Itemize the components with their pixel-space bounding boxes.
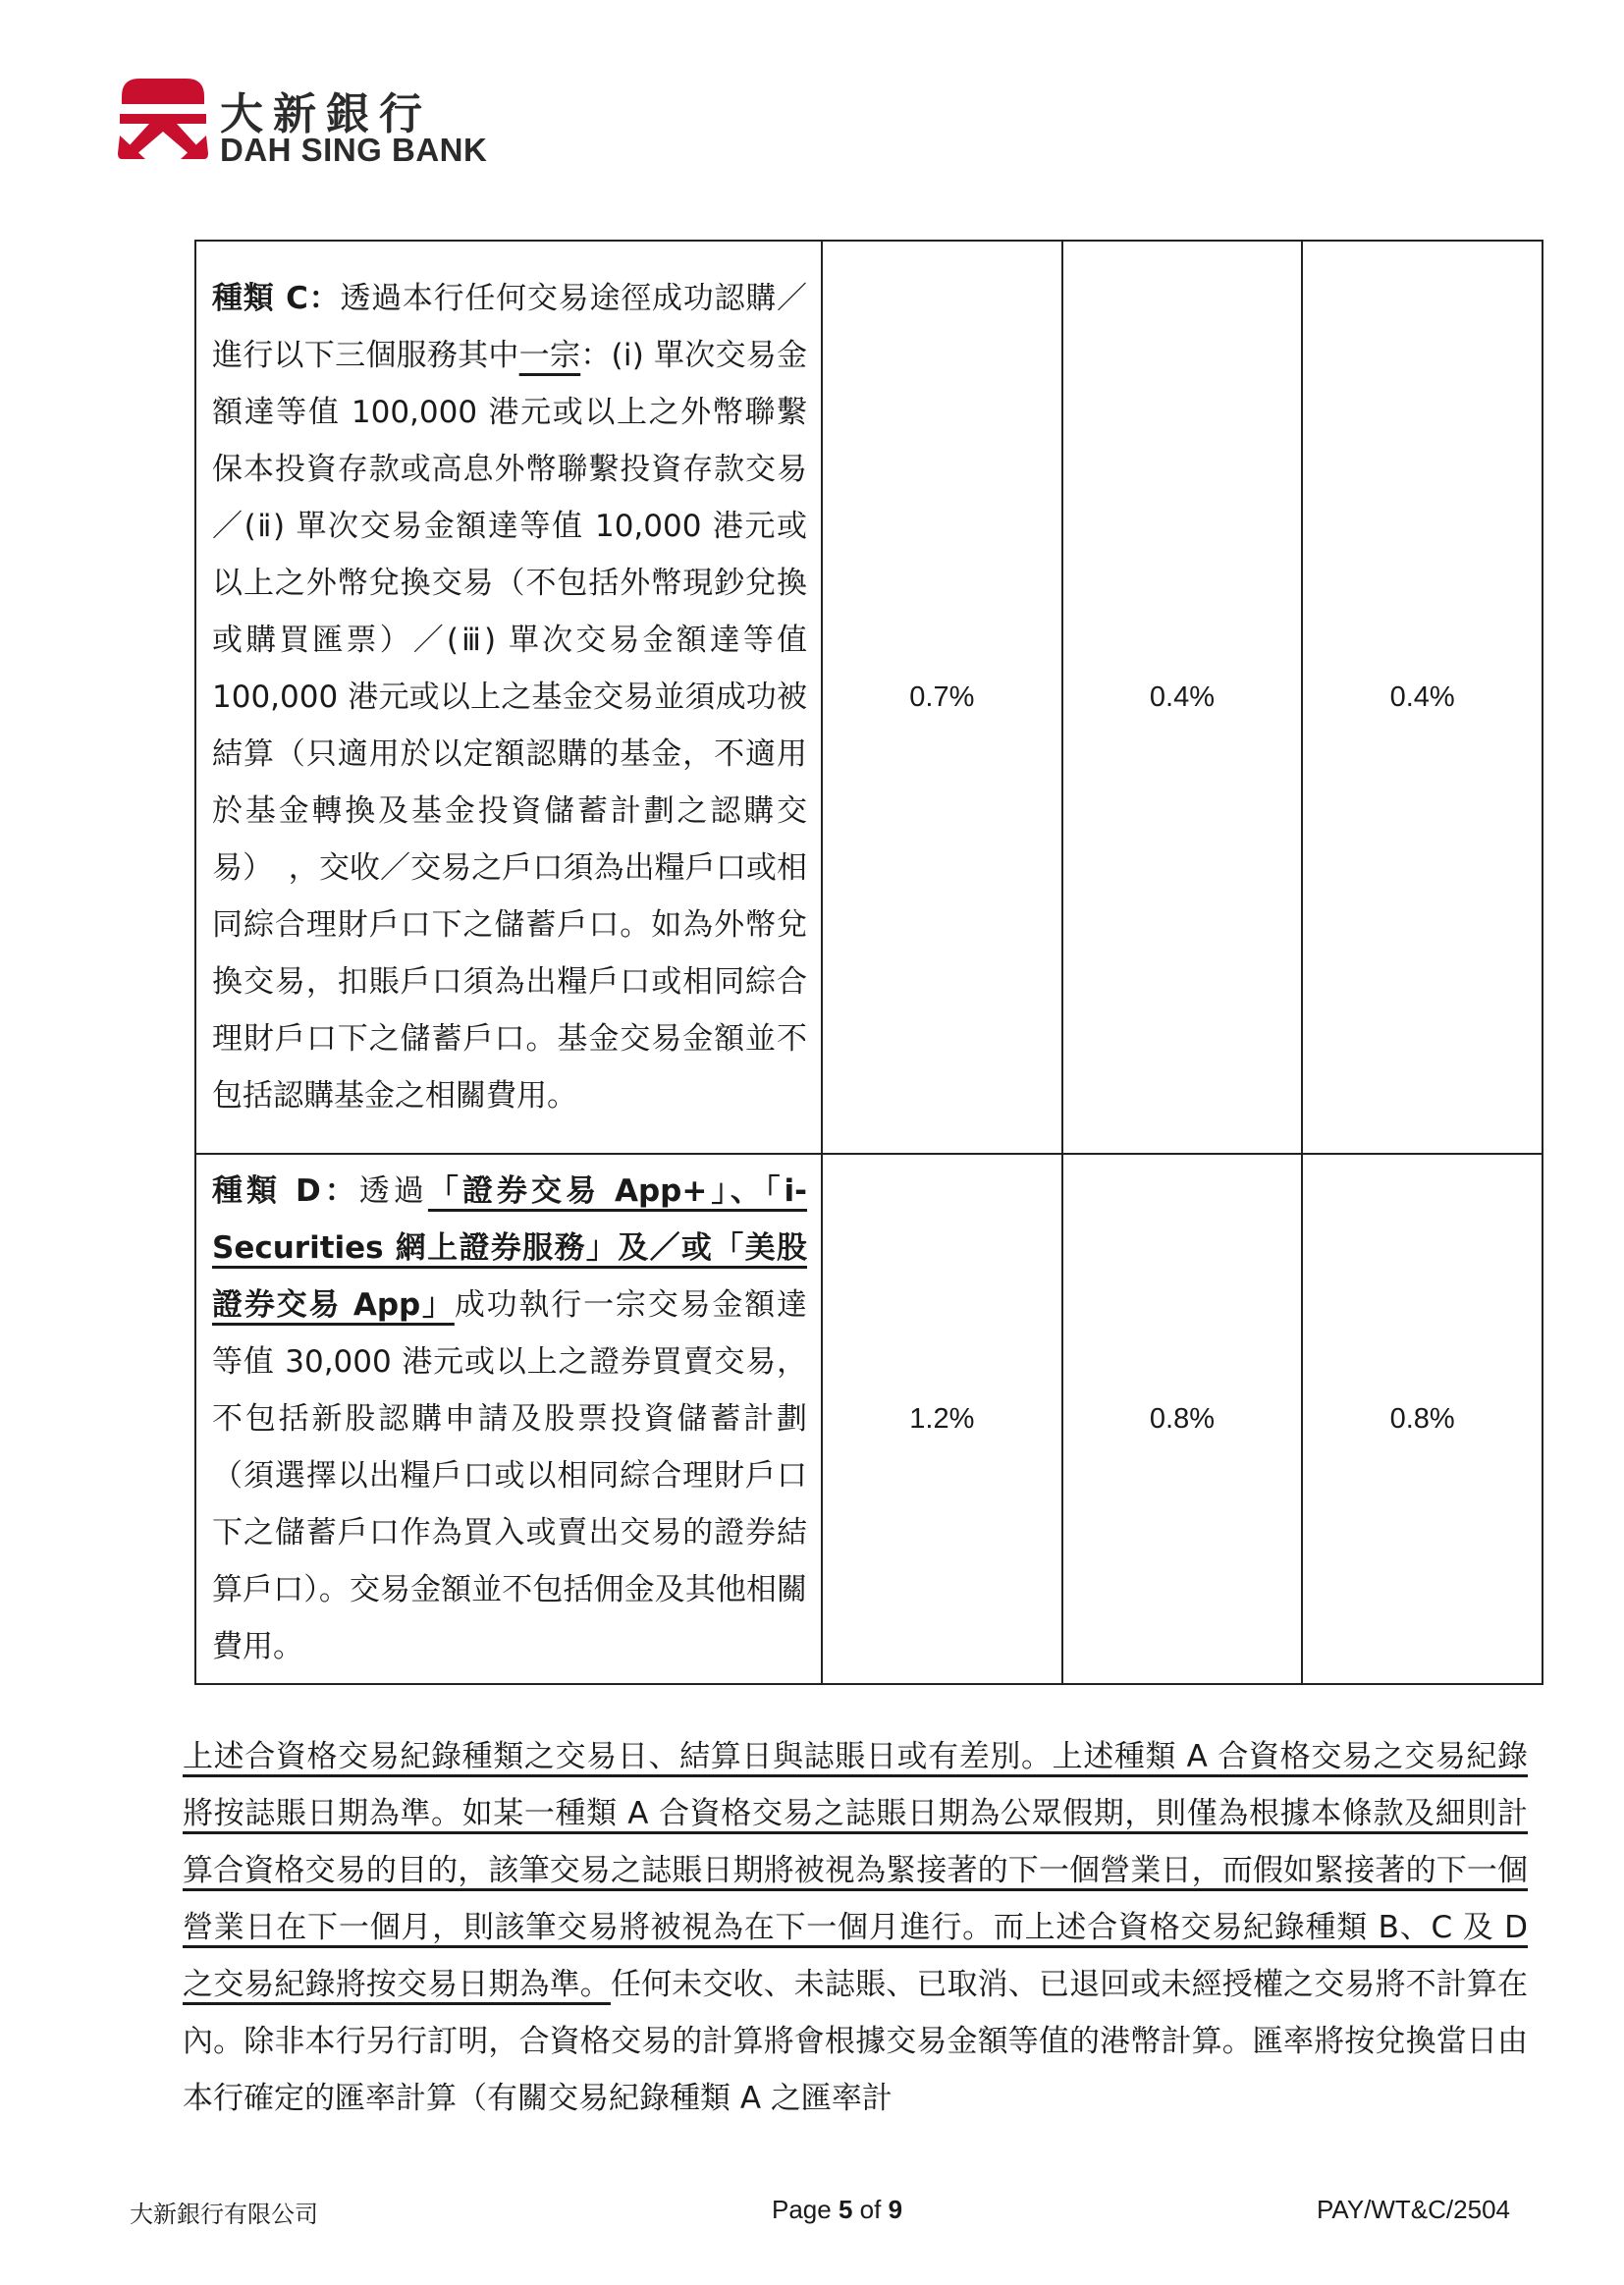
type-c-description bbox=[195, 241, 822, 1154]
paragraph-underlined-text: 上述合資格交易紀錄種類之交易日、結算日與誌賬日或有差別。上述種類 A 合資格交易之交易紀錄將按誌賬日期為準。如某一種類 A 合資格交易之誌賬日期為公眾假期，則僅為根據本條款及細則計算合資格交易的目的，該筆交易之誌賬日期將被視為緊接著的下一個營業日，而假如緊接著的下一個營業日在下一個月，則該筆交易將被視為在下一個月進行。而上述合資格交易紀錄種類 B、C 及 D 之交易紀錄將按交易日期為準。 bbox=[183, 1739, 1528, 2002]
page-current: 5 bbox=[838, 2195, 853, 2224]
logo-chinese-text: 大新銀行 bbox=[220, 89, 432, 139]
transaction-record-paragraph bbox=[183, 1728, 1528, 2127]
page-total: 9 bbox=[888, 2195, 903, 2224]
footer-document-code: PAY/WT&C/2504 bbox=[1317, 2195, 1510, 2224]
type-d-description bbox=[195, 1154, 822, 1684]
type-d-label: 種類 D： bbox=[212, 1173, 359, 1209]
type-d-text-a: 透過 bbox=[358, 1173, 428, 1209]
type-d-text-underlined: 「證券交易 App+」、「i-Securities 網上證券服務」及／或「美股證券交易 App」 bbox=[212, 1173, 808, 1323]
type-c-rate-2: 0.4% bbox=[1062, 241, 1303, 1154]
page-footer bbox=[0, 2195, 1624, 2234]
type-d-rate-1: 1.2% bbox=[822, 1154, 1062, 1684]
table-row bbox=[195, 1154, 1543, 1684]
footer-page-number bbox=[772, 2195, 902, 2225]
footer-company-name: 大新銀行有限公司 bbox=[130, 2201, 318, 2228]
bank-logo bbox=[116, 75, 528, 173]
type-c-text-b: ：(ⅰ) 單次交易金額達等值 100,000 港元或以上之外幣聯繫保本投資存款或高息外幣聯繫投資存款交易／(ⅱ) 單次交易金額達等值 10,000 港元或以上之外幣兌換交易（不包括外幣現鈔兌換或購買匯票）／(ⅲ) 單次交易金額達等值 100,000 港元或以上之基金交易並須成功被結算（只適用於以定額認購的基金，不適用於基金轉換及基金投資儲蓄計劃之認購交易） ，交收／交易之戶口須為出糧戶口或相同綜合理財戶口下之儲蓄戶口。如為外幣兌換交易，扣賬戶口須為出糧戶口或相同綜合理財戶口下之儲蓄戶口。基金交易金額並不包括認購基金之相關費用。 bbox=[212, 338, 808, 1114]
type-c-rate-3: 0.4% bbox=[1302, 241, 1543, 1154]
logo-english-text: DAH SING BANK bbox=[220, 132, 488, 168]
type-c-text-a: 透過本行任何交易途徑成功認購／進行以下三個服務其中 bbox=[212, 281, 808, 373]
type-c-label: 種類 C： bbox=[212, 281, 341, 316]
rebate-rate-table bbox=[194, 240, 1543, 1685]
type-d-rate-3: 0.8% bbox=[1302, 1154, 1543, 1684]
paragraph-text: 任何未交收、未誌賬、已取消、已退回或未經授權之交易將不計算在內。除非本行另行訂明，合資格交易的計算將會根據交易金額等值的港幣計算。匯率將按兌換當日由本行確定的匯率計算（有關交易紀錄種類 A 之匯率計 bbox=[183, 1967, 1528, 2116]
table-row bbox=[195, 241, 1543, 1154]
type-c-rate-1: 0.7% bbox=[822, 241, 1062, 1154]
dah-sing-logo-icon bbox=[116, 75, 210, 169]
page-of: of bbox=[852, 2195, 889, 2224]
type-c-text-underlined: 一宗 bbox=[518, 338, 581, 373]
type-d-rate-2: 0.8% bbox=[1062, 1154, 1303, 1684]
type-d-text-b: 成功執行一宗交易金額達等值 30,000 港元或以上之證券買賣交易，不包括新股認購申請及股票投資儲蓄計劃（須選擇以出糧戶口或以相同綜合理財戶口下之儲蓄戶口作為買入或賣出交易的證券結算戶口）。交易金額並不包括佣金及其他相關費用。 bbox=[212, 1287, 807, 1664]
page-prefix: Page bbox=[772, 2195, 839, 2224]
